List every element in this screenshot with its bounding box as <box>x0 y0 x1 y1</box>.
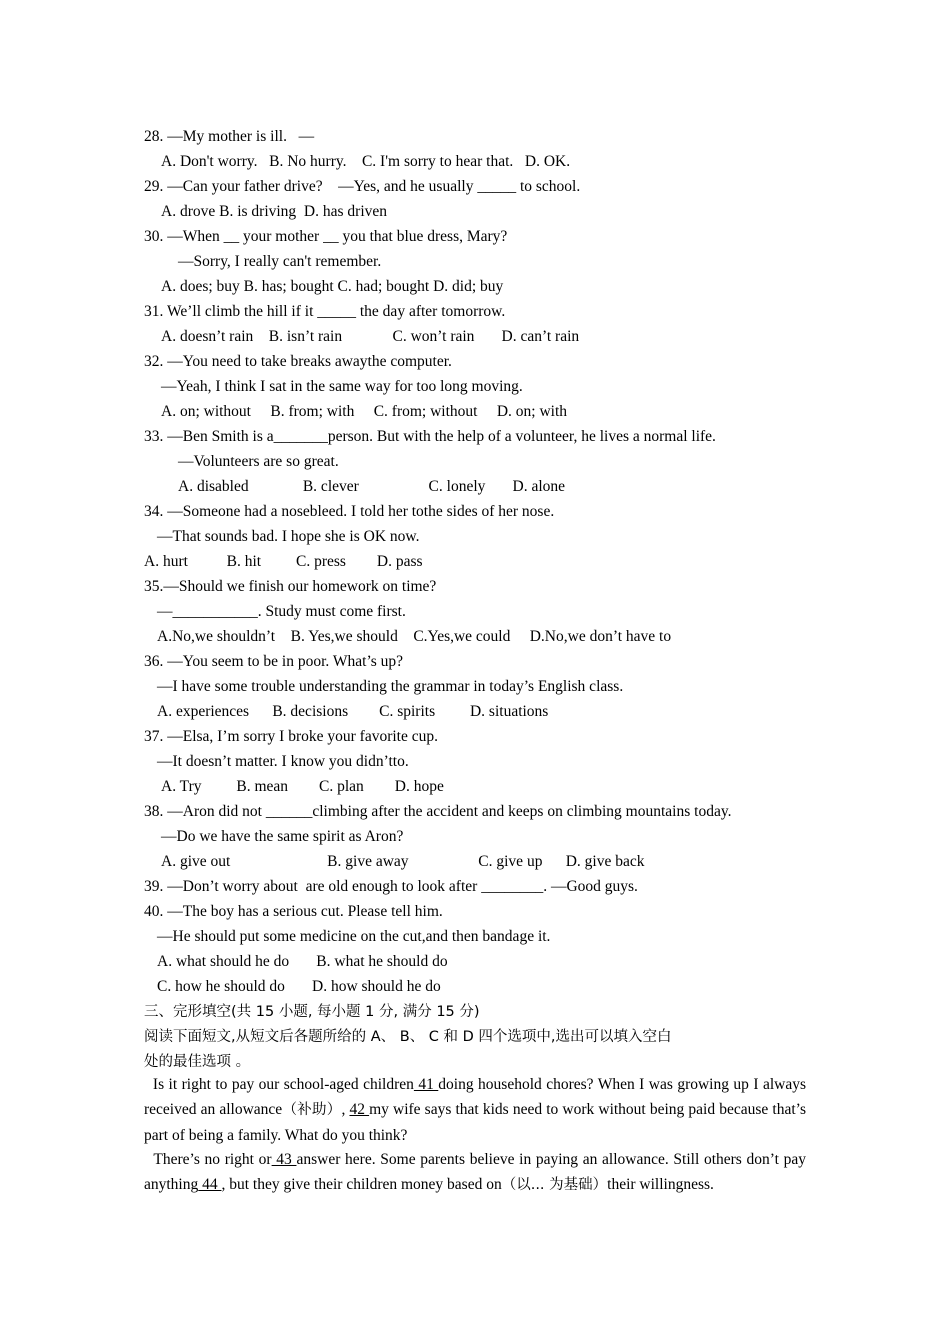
q39-stem: 39. —Don’t worry about are old enough to look after ________. —Good guys. <box>144 878 638 895</box>
blank-43: 43 <box>271 1151 297 1168</box>
q32-reply: —Yeah, I think I sat in the same way for too long moving. <box>161 378 523 395</box>
q34-stem: 34. —Someone had a nosebleed. I told her tothe sides of her nose. <box>144 503 555 520</box>
q40-reply: —He should put some medicine on the cut,and then bandage it. <box>157 928 551 945</box>
passage-paragraph-2: There’s no right or 43 answer here. Some parents believe in paying an allowance. Still others don’t pay anything 44 , but they give their children money based on（以... 为基础）their willingness. <box>144 1151 807 1193</box>
q35-reply: —___________. Study must come first. <box>157 603 406 620</box>
q36-stem: 36. —You seem to be in poor. What’s up? <box>144 653 404 670</box>
blank-41: 41 <box>413 1076 439 1093</box>
q28-options: A. Don't worry. B. No hurry. C. I'm sorry to hear that. D. OK. <box>161 153 571 170</box>
passage-paragraph-1: Is it right to pay our school-aged children 41 doing household chores? When I was growing up I always received an allowance（补助）, 42 my wife says that kids need to work without being paid because that’s part of being a family. What do you think? <box>144 1076 807 1144</box>
section-heading: 三、完形填空(共 15 小题, 每小题 1 分, 满分 15 分) <box>144 1004 480 1020</box>
q34-options: A. hurt B. hit C. press D. pass <box>144 553 423 570</box>
q35-stem: 35.—Should we finish our homework on time? <box>144 578 437 595</box>
q37-reply: —It doesn’t matter. I know you didn’tto. <box>157 753 409 770</box>
q37-options: A. Try B. mean C. plan D. hope <box>161 778 444 795</box>
q40-options-ab: A. what should he do B. what he should do <box>157 953 448 970</box>
q34-reply: —That sounds bad. I hope she is OK now. <box>157 528 420 545</box>
section-instruction-1: 阅读下面短文,从短文后各题所给的 A、 B、 C 和 D 四个选项中,选出可以填入空白 <box>144 1029 672 1045</box>
q32-stem: 32. —You need to take breaks awaythe computer. <box>144 353 452 370</box>
q30-options: A. does; buy B. has; bought C. had; bought D. did; buy <box>161 278 504 295</box>
q29-options: A. drove B. is driving D. has driven <box>161 203 388 220</box>
blank-44: 44 <box>198 1176 222 1193</box>
q30-reply: —Sorry, I really can't remember. <box>178 253 382 270</box>
q31-options: A. doesn’t rain B. isn’t rain C. won’t rain D. can’t rain <box>161 328 580 345</box>
q38-reply: —Do we have the same spirit as Aron? <box>161 828 404 845</box>
q31-stem: 31. We’ll climb the hill if it _____ the day after tomorrow. <box>144 303 506 320</box>
q33-options: A. disabled B. clever C. lonely D. alone <box>178 478 566 495</box>
q32-options: A. on; without B. from; with C. from; without D. on; with <box>161 403 568 420</box>
q40-options-cd: C. how he should do D. how should he do <box>157 978 441 995</box>
q33-reply: —Volunteers are so great. <box>178 453 339 470</box>
section-instruction-2: 处的最佳选项 。 <box>144 1054 251 1070</box>
q33-stem: 33. —Ben Smith is a_______person. But with the help of a volunteer, he lives a normal life. <box>144 428 716 445</box>
q35-options: A.No,we shouldn’t B. Yes,we should C.Yes,we could D.No,we don’t have to <box>157 628 672 645</box>
q38-stem: 38. —Aron did not ______climbing after the accident and keeps on climbing mountains today. <box>144 803 732 820</box>
q28-stem: 28. —My mother is ill. — <box>144 128 315 145</box>
blank-42: 42 <box>349 1101 370 1118</box>
q38-options: A. give out B. give away C. give up D. give back <box>161 853 645 870</box>
q36-reply: —I have some trouble understanding the grammar in today’s English class. <box>157 678 624 695</box>
q36-options: A. experiences B. decisions C. spirits D. situations <box>157 703 549 720</box>
q29-stem: 29. —Can your father drive? —Yes, and he usually _____ to school. <box>144 178 581 195</box>
q37-stem: 37. —Elsa, I’m sorry I broke your favorite cup. <box>144 728 438 745</box>
q30-stem: 30. —When __ your mother __ you that blue dress, Mary? <box>144 228 508 245</box>
q40-stem: 40. —The boy has a serious cut. Please tell him. <box>144 903 443 920</box>
